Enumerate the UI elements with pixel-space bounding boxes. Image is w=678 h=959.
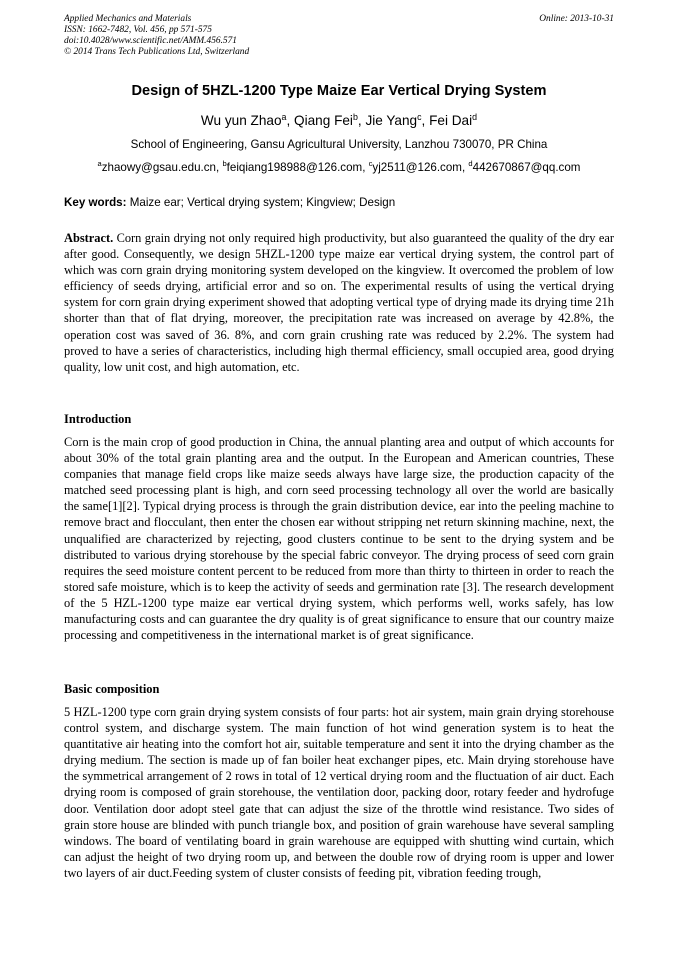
section-paragraph-basic-composition [64,704,614,881]
author-name: Fei Dai [429,113,473,128]
email-address[interactable]: 442670867@qq.com [472,161,581,174]
keywords-text: Maize ear; Vertical drying system; Kingview; Design [129,196,396,209]
email-address[interactable]: zhaowy@gsau.edu.cn [101,161,216,174]
author-mark: b [352,112,358,122]
author-name: Qiang Fei [294,113,353,128]
section-paragraph-introduction [64,434,614,643]
online-date: Online: 2013-10-31 [539,14,614,24]
email-mark: b [222,159,227,168]
issn-line: ISSN: 1662-7482, Vol. 456, pp 571-575 [64,25,212,35]
email-address[interactable]: feiqiang198988@126.com [226,161,363,174]
journal-name: Applied Mechanics and Materials [64,14,192,24]
keywords [64,196,614,209]
section-heading-basic-composition: Basic composition [64,682,160,696]
paper-title: Design of 5HZL-1200 Type Maize Ear Vertical Drying System [131,83,547,99]
copyright-line: © 2014 Trans Tech Publications Ltd, Switzerland [64,47,250,57]
abstract [64,230,614,375]
author-name: Jie Yang [365,113,418,128]
paragraph-text: Corn is the main crop of good production in China, the annual planting area and output of which accounts for about 30% of the total grain planting area and the output. In the European and American countries, These companies that manage field crops like maize seeds always have large size, the production capacity of the matched seed processing plant is high, and corn seed processing technology all over the world are basically the same[1][2]. Typical drying process is through the grain distribution device, ear into the peeling machine to remove bract and flocculant, then enter the chosen ear without stripping net return skinning machine, next, the unqualified are characterized by rejecting, good clusters continue to be sent to the drying system and be distributed to various drying storehouse by the special fabric conveyor. The drying process of seed corn grain requires the seed moisture content percent to be reduced from more than thirty to thirteen in order to reach the stored safe moisture, which is to keep the activity of seeds and germination rate [3]. The research development of the 5 HZL-1200 type maize ear vertical drying system, which performs well, works safely, has low manufacturing costs and can guarantee the dry quality is of great significance to ensure that our country maize processing and competitiveness in the international market is of great significance. [64,435,614,643]
section-heading-introduction: Introduction [64,412,132,426]
author-mark: d [472,112,478,122]
author-mark: a [281,112,287,122]
author-name: Wu yun Zhao [200,113,282,128]
email-list: $^a$zhaowy@gsau.edu.cn, $^b$feiqiang198988@126.com, $^c$yj2511@126.com, $^d$442670867@qq.com [97,159,581,174]
email-address[interactable]: yj2511@126.com [372,161,462,174]
keywords-label: Key words: [64,196,127,209]
email-mark: a [97,159,102,168]
paragraph-text: 5 HZL-1200 type corn grain drying system consists of four parts: hot air system, main grain drying storehouse control system, and discharge system. The main function of hot wind generation system is to heat the quantitative air heating into the comfort hot air, suitable temperature and sent it into the drying chamber as the drying medium. The section is made up of fan boiler heat exchanger pipes, etc. Main drying storehouse have the symmetrical arrangement of 2 rows in total of 12 vertical drying room and the fluctuation of air duct. Each drying room is composed of grain storehouse, the ventilation door, packing door, rotary feeder and hydrofuge door. Ventilation door adopt steel gate that can adjust the size of the throttle wind resistance. Two sides of grain store house are blinded with punch triangle box, and position of grain warehouse have several sampling windows. The board of ventilating board in grain warehouse are equipped with shutting wind curtain, which can adjust the height of two drying room up, and between the double row of drying room is upper and lower two layers of air duct.Feeding system of cluster consists of feeding pit, vibration feeding trough, [64,705,614,880]
affiliation: School of Engineering, Gansu Agricultural University, Lanzhou 730070, PR China [130,138,548,151]
email-mark: d [468,159,473,168]
abstract-label: Abstract. [64,231,114,245]
abstract-text: Corn grain drying not only required high productivity, but also guaranteed the quality of the dry ear after good. Consequently, we design 5HZL-1200 type maize ear vertical drying system, the control part of which was corn grain drying monitoring system developed on the kingview. It overcomed the problem of low efficiency of seeds drying, artificial error and so on. The experimental results of using the vertical drying system for corn grain drying experiment showed that adopting vertical type of drying made its drying time 21h shorter than that of flat drying, moreover, the precipitation rate was increased on average by 42.8%, the operation cost was saved of 36. 8%, and corn grain crushing rate was reduced by 2.2%. The system had proved to have a series of characteristics, including high thermal efficiency, small occupied area, good drying quality, low unit cost, and high automation, etc. [64,231,614,374]
journal-header [64,14,614,58]
doi-line: doi:10.4028/www.scientific.net/AMM.456.571 [64,36,237,46]
author-list: Wu yun Zhao$^a$, Qiang Fei$^b$, Jie Yang$^c$, Fei Dai$^d$ [200,112,478,128]
email-mark: c [368,159,373,168]
author-mark: c [417,112,422,122]
